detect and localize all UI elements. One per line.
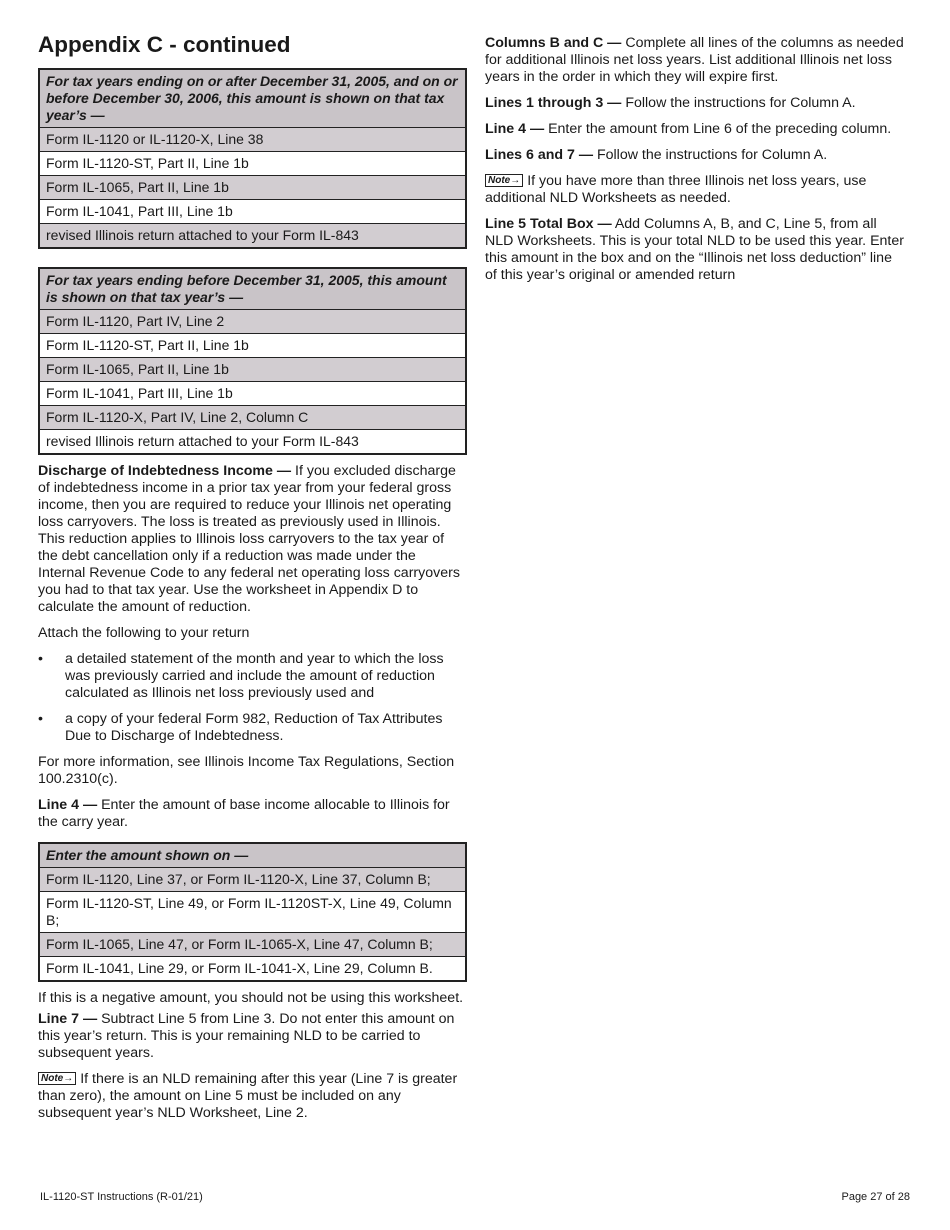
table-row: Form IL-1041, Part III, Line 1b	[39, 382, 466, 406]
columns-b-c-text: Complete all lines of the columns as needed for additional Illinois net loss years. List additional Illinois net loss years in the order in which they will expire first.	[485, 35, 904, 85]
line7-paragraph	[38, 1011, 467, 1062]
note-icon: Note→	[38, 1072, 76, 1085]
columns-b-c-label: Columns B and C —	[485, 35, 622, 51]
left-column	[38, 32, 467, 1131]
lines-1-3-paragraph	[485, 95, 905, 112]
note-badge-text: Note	[41, 1073, 64, 1084]
table-header: For tax years ending on or after December 31, 2005, and on or before December 30, 2006, this amount is shown on that tax year’s —	[39, 69, 466, 128]
table-header: Enter the amount shown on —	[39, 843, 466, 868]
lines-1-3-text: Follow the instructions for Column A.	[621, 95, 856, 111]
footer-form-id: IL-1120-ST Instructions (R-01/21)	[40, 1191, 203, 1203]
attach-intro: Attach the following to your return	[38, 625, 250, 641]
table-row: Form IL-1065, Line 47, or Form IL-1065-X, Line 47, Column B;	[39, 933, 466, 957]
table-row: Form IL-1065, Part II, Line 1b	[39, 358, 466, 382]
note-badge-text: Note	[488, 175, 511, 186]
columns-b-c-paragraph	[485, 35, 905, 86]
right-column	[485, 35, 905, 293]
line4-right-text: Enter the amount from Line 6 of the preceding column.	[544, 121, 892, 137]
table-row: Form IL-1120-X, Part IV, Line 2, Column C	[39, 406, 466, 430]
note-text: If you have more than three Illinois net loss years, use additional NLD Worksheets as needed.	[485, 173, 867, 206]
table-tax-years-2005-2006	[38, 68, 467, 249]
table-row: revised Illinois return attached to your Form IL-843	[39, 224, 466, 249]
discharge-paragraph	[38, 463, 467, 616]
line4-right-paragraph	[485, 121, 905, 138]
line5-total-label: Line 5 Total Box —	[485, 216, 612, 232]
table-row: Form IL-1120, Part IV, Line 2	[39, 310, 466, 334]
lines-1-3-label: Lines 1 through 3 —	[485, 95, 622, 111]
line5-total-paragraph	[485, 216, 905, 284]
line5-total-text: Add Columns A, B, and C, Line 5, from all NLD Worksheets. This is your total NLD to be used this year. Enter this amount in the box and on the “Illinois net loss deduction” line of this year’s original or amended return	[485, 216, 904, 283]
list-item	[38, 651, 467, 702]
table-row: revised Illinois return attached to your Form IL-843	[39, 430, 466, 455]
line4-paragraph	[38, 797, 467, 831]
note-icon: Note→	[485, 174, 523, 187]
list-item	[38, 711, 467, 745]
page-title: Appendix C - continued	[38, 32, 291, 57]
line4-label: Line 4 —	[38, 797, 98, 813]
line4-text: Enter the amount of base income allocable to Illinois for the carry year.	[38, 797, 450, 830]
table-tax-years-before-2005	[38, 267, 467, 455]
table-row: Form IL-1065, Part II, Line 1b	[39, 176, 466, 200]
table-row: Form IL-1120-ST, Line 49, or Form IL-1120ST-X, Line 49, Column B;	[39, 892, 466, 933]
more-info-paragraph: For more information, see Illinois Income Tax Regulations, Section 100.2310(c).	[38, 754, 455, 787]
table-row: Form IL-1041, Line 29, or Form IL-1041-X, Line 29, Column B.	[39, 957, 466, 982]
line7-label: Line 7 —	[38, 1011, 98, 1027]
table-header: For tax years ending before December 31, 2005, this amount is shown on that tax year’s —	[39, 268, 466, 310]
bullet-icon: •	[38, 711, 43, 727]
bullet-icon: •	[38, 651, 43, 667]
line7-text: Subtract Line 5 from Line 3. Do not enter this amount on this year’s return. This is your remaining NLD to be carried to subsequent years.	[38, 1011, 455, 1061]
negative-amount-note: If this is a negative amount, you should not be using this worksheet.	[38, 990, 464, 1006]
lines-6-7-label: Lines 6 and 7 —	[485, 147, 594, 163]
lines-6-7-paragraph	[485, 147, 905, 164]
table-row: Form IL-1120-ST, Part II, Line 1b	[39, 152, 466, 176]
line4-right-label: Line 4 —	[485, 121, 545, 137]
table-row: Form IL-1120 or IL-1120-X, Line 38	[39, 128, 466, 152]
table-row: Form IL-1041, Part III, Line 1b	[39, 200, 466, 224]
attach-list	[38, 651, 467, 745]
list-item-text: a copy of your federal Form 982, Reduction of Tax Attributes Due to Discharge of Indebtedness.	[65, 711, 443, 744]
discharge-label: Discharge of Indebtedness Income —	[38, 463, 292, 479]
table-row: Form IL-1120-ST, Part II, Line 1b	[39, 334, 466, 358]
list-item-text: a detailed statement of the month and year to which the loss was previously carried and include the amount of reduction calculated as Illinois net loss previously used and	[65, 651, 444, 701]
discharge-text: If you excluded discharge of indebtedness income in a prior tax year from your federal gross income, then you are required to reduce your Illinois net operating loss carryovers. The loss is treated as previously used in Illinois. This reduction applies to Illinois loss carryovers to the tax year of the debt cancellation only if a reduction was made under the Internal Revenue Code to any federal net operating loss carryovers you had to that tax year. Use the worksheet in Appendix D to calculate the amount of reduction.	[38, 463, 460, 615]
lines-6-7-text: Follow the instructions for Column A.	[593, 147, 828, 163]
note-paragraph	[485, 173, 905, 207]
note-text: If there is an NLD remaining after this year (Line 7 is greater than zero), the amount on Line 5 must be included on any subsequent year’s NLD Worksheet, Line 2.	[38, 1071, 458, 1121]
table-row: Form IL-1120, Line 37, or Form IL-1120-X, Line 37, Column B;	[39, 868, 466, 892]
table-enter-amount	[38, 842, 467, 982]
footer-page-number: Page 27 of 28	[841, 1191, 910, 1203]
note-paragraph	[38, 1071, 467, 1122]
